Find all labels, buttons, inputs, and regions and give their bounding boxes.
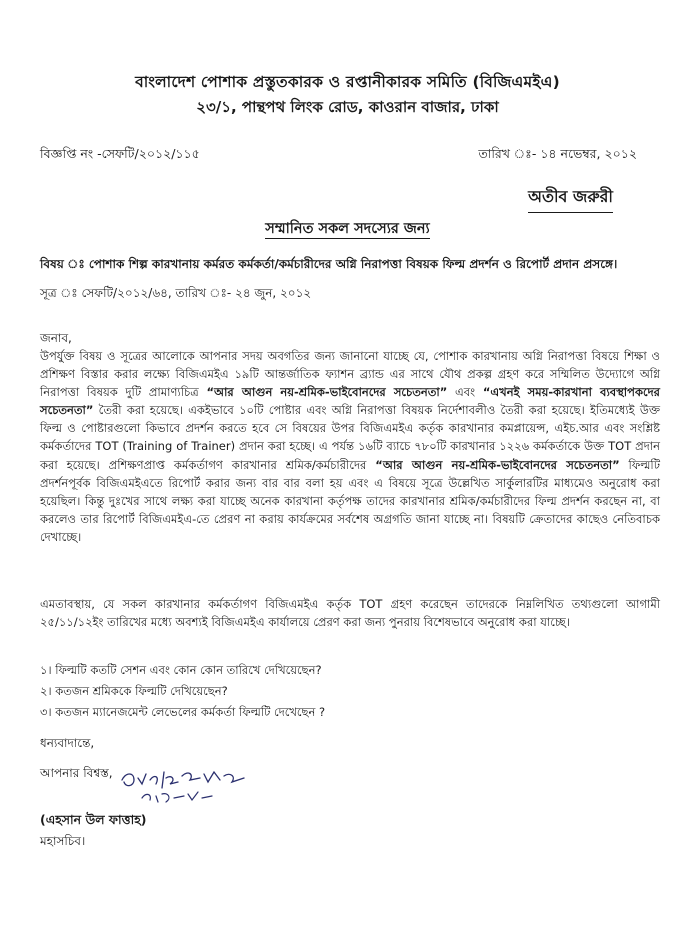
question-list — [40, 660, 325, 723]
closing: ধন্যবাদান্তে, — [40, 736, 95, 750]
org-name: বাংলাদেশ পোশাক প্রস্তুতকারক ও রপ্তানীকারক সমিতি (বিজিএমইএ) — [135, 73, 560, 91]
subject-line: বিষয় ঃ পোশাক শিল্প কারখানায় কর্মরত কর্মকর্তা/কর্মচারীদের অগ্নি নিরাপত্তা বিষয়ক ফিল্ম প্রদর্শন ও রিপোর্ট প্রদান প্রসঙ্গে। — [40, 257, 618, 271]
yours-faithfully: আপনার বিশ্বস্ত, — [40, 766, 113, 780]
signer-designation: মহাসচিব। — [40, 834, 86, 848]
film-title-2: “এখনই সময়-কারখানা ব্যবস্থাপকদের সচেতনতা” — [40, 385, 660, 418]
film-title-1-repeat: “আর আগুন নয়-শ্রমিক-ভাইবোনদের সচেতনতা” — [375, 457, 620, 472]
paragraph-1-text-d: ফিল্মটি প্রদর্শনপূর্বক বিজিএমইএতে রিপোর্ট করার জন্য বার বার বলা হয় এবং এ বিষয়ে সূত্রে উল্লেখিত সার্কুলারটির মাধ্যমেও অনুরোধ করা হয়েছিল। কিন্তু দুঃখের সাথে লক্ষ্য করা যাচ্ছে অনেক কারখানা কর্তৃপক্ষ তাদের কারখানার শ্রমিক/কর্মচারীদের ফিল্ম প্রদর্শন করছেন না, বা করলেও তার রিপোর্ট বিজিএমইএ-তে প্রেরণ না করায় কার্যক্রমের সর্বশেষ অগ্রগতি জানা যাচ্ছে না। বিষয়টি ক্রেতাদের কাছেও নেতিবাচক দেখাচ্ছে। — [40, 457, 660, 544]
salutation-heading-wrap — [0, 218, 695, 242]
urgent-label: অতীব জরুরী — [528, 184, 613, 213]
paragraph-1-text-b: এবং — [447, 385, 483, 400]
notice-number: বিজ্ঞপ্তি নং -সেফটি/২০১২/১১৫ — [40, 146, 200, 161]
question-item: ১। ফিল্মটি কতটি সেশন এবং কোন কোন তারিখে দেখিয়েছেন? — [40, 663, 322, 677]
reference-line: সূত্র ঃ সেফটি/২০১২/৬৪, তারিখ ঃ- ২৪ জুন, ২০১২ — [40, 286, 312, 300]
signer-name: (এহসান উল ফাত্তাহ) — [40, 812, 147, 827]
notice-date: তারিখ ঃ- ১৪ নভেম্বর, ২০১২ — [478, 146, 637, 161]
handwritten-signature — [112, 758, 262, 808]
question-item: ২। কতজন শ্রমিককে ফিল্মটি দেখিয়েছেন? — [40, 684, 228, 698]
org-address: ২৩/১, পান্থপথ লিংক রোড, কাওরান বাজার, ঢাকা — [196, 98, 499, 116]
greeting: জনাব, — [40, 331, 72, 345]
film-title-1: “আর আগুন নয়-শ্রমিক-ভাইবোনদের সচেতনতা” — [206, 385, 448, 400]
salutation-heading: সম্মানিত সকল সদস্যের জন্য — [265, 221, 430, 237]
paragraph-1-text-c: তৈরী করা হয়েছে। একইভাবে ১০টি পোষ্টার এবং অগ্নি নিরাপত্তা বিষয়ক নির্দেশাবলীও তৈরী করা হয়েছে। ইতিমধ্যেই উক্ত ফিল্ম ও পোষ্টারগুলো কিভাবে প্রদর্শন করতে হবে সে বিষয়ের উপর বিজিএমইএ কর্তৃক কারখানার কমপ্লায়েন্স, এইচ.আর এবং সংশ্লিষ্ট কর্মকর্তাদের TOT (Training of Trainer) প্রদান করা হচ্ছে। এ পর্যন্ত ১৬টি ব্যাচে ৭৮০টি কারখানার ১২২৬ কর্মকর্তাকে উক্ত TOT প্রদান করা হয়েছে। প্রশিক্ষণপ্রাপ্ত কর্মকর্তাগণ কারখানার শ্রমিক/কর্মচারীদের — [40, 403, 660, 472]
question-item: ৩। কতজন ম্যানেজমেন্ট লেভেলের কর্মকর্তা ফিল্মটি দেখেছেন ? — [40, 705, 326, 719]
paragraph-1-text-a: উপর্যুক্ত বিষয় ও সূত্রের আলোকে আপনার সদয় অবগতির জন্য জানানো যাচ্ছে যে, পোশাক কারখানায় অগ্নি নিরাপত্তা বিষয়ে শিক্ষা ও প্রশিক্ষণ বিস্তার করার লক্ষ্যে বিজিএমইএ ১৯টি আন্তর্জাতিক ফ্যাশন ব্র্যান্ড এর সাথে যৌথ প্রকল্প গ্রহণ করে সম্মিলিত উদ্যোগে অগ্নি নিরাপত্তা বিষয়ক দুটি প্রামাণ্যচিত্র — [40, 349, 660, 400]
body-paragraph-2: এমতাবস্থায়, যে সকল কারখানার কর্মকর্তাগণ বিজিএমইএ কর্তৃক TOT গ্রহণ করেছেন তাদেরকে নিম্নলিখিত তথ্যগুলো আগামী ২৫/১১/১২ইং তারিখের মধ্যে অবশ্যই বিজিএমইএ কার্যালয়ে প্রেরণ করা জন্য পুনরায় বিশেষভাবে অনুরোধ করা যাচ্ছে। — [40, 597, 660, 630]
body-paragraph-1 — [40, 347, 660, 546]
